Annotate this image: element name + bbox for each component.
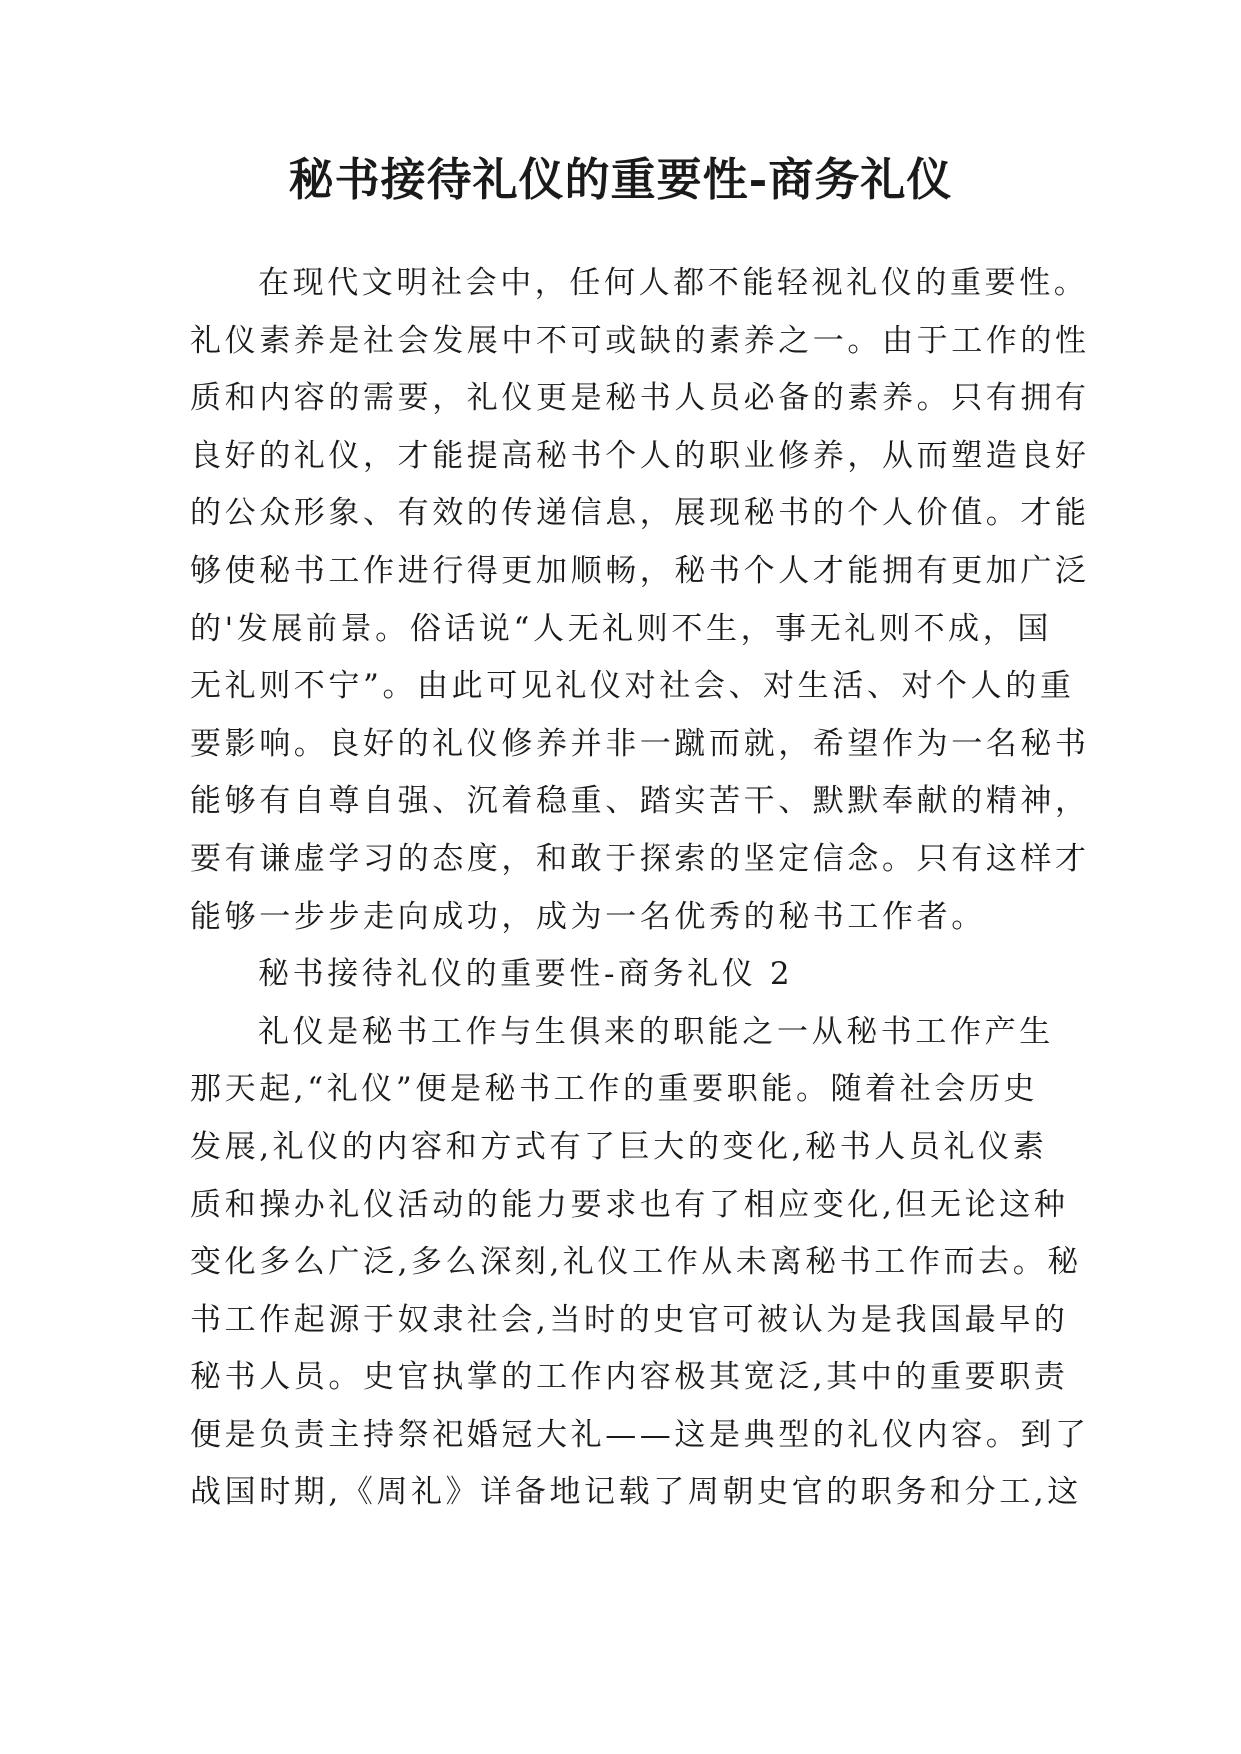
text-line: 发展,礼仪的内容和方式有了巨大的变化,秘书人员礼仪素 bbox=[190, 1128, 1048, 1165]
document-body bbox=[190, 255, 1090, 1522]
text-line: 那天起,“礼仪”便是秘书工作的重要职能。随着社会历史 bbox=[190, 1071, 1039, 1108]
text-line: 良好的礼仪，才能提高秘书个人的职业修养，从而塑造良好 bbox=[190, 437, 1090, 474]
text-line: 无礼则不宁”。由此可见礼仪对社会、对生活、对个人的重 bbox=[190, 668, 1075, 705]
text-line: 要影响。良好的礼仪修养并非一蹴而就，希望作为一名秘书 bbox=[190, 725, 1090, 762]
text-line: 能够一步步走向成功，成为一名优秀的秘书工作者。 bbox=[190, 898, 986, 935]
text-line: 书工作起源于奴隶社会,当时的史官可被认为是我国最早的 bbox=[190, 1301, 1069, 1338]
text-line: 变化多么广泛,多么深刻,礼仪工作从未离秘书工作而去。秘 bbox=[190, 1244, 1082, 1281]
text-line: 够使秘书工作进行得更加顺畅，秘书个人才能拥有更加广泛 bbox=[190, 552, 1090, 589]
text-line: 能够有自尊自强、沉着稳重、踏实苦干、默默奉献的精神， bbox=[190, 783, 1090, 820]
text-line: 在现代文明社会中，任何人都不能轻视礼仪的重要性。 bbox=[258, 265, 1089, 301]
text-line: 的'发展前景。俗话说“人无礼则不生，事无礼则不成，国 bbox=[190, 610, 1052, 647]
text-line: 的公众形象、有效的传递信息，展现秘书的个人价值。才能 bbox=[190, 495, 1090, 532]
text-line: 质和内容的需要，礼仪更是秘书人员必备的素养。只有拥有 bbox=[190, 380, 1090, 417]
section-heading: 秘书接待礼仪的重要性-商务礼仪 2 bbox=[258, 956, 794, 993]
document-title: 秘书接待礼仪的重要性-商务礼仪 bbox=[288, 153, 953, 206]
text-line: 战国时期,《周礼》详备地记载了周朝史官的职务和分工,这 bbox=[190, 1474, 1082, 1511]
text-line: 要有谦虚学习的态度，和敢于探索的坚定信念。只有这样才 bbox=[190, 840, 1090, 877]
text-line: 便是负责主持祭祀婚冠大礼——这是典型的礼仪内容。到了 bbox=[190, 1416, 1090, 1453]
text-line: 秘书人员。史官执掌的工作内容极其宽泛,其中的重要职责 bbox=[190, 1359, 1069, 1396]
text-line: 礼仪是秘书工作与生俱来的职能之一从秘书工作产生 bbox=[258, 1013, 1054, 1050]
text-line: 礼仪素养是社会发展中不可或缺的素养之一。由于工作的性 bbox=[190, 322, 1090, 359]
text-line: 质和操办礼仪活动的能力要求也有了相应变化,但无论这种 bbox=[190, 1186, 1069, 1223]
